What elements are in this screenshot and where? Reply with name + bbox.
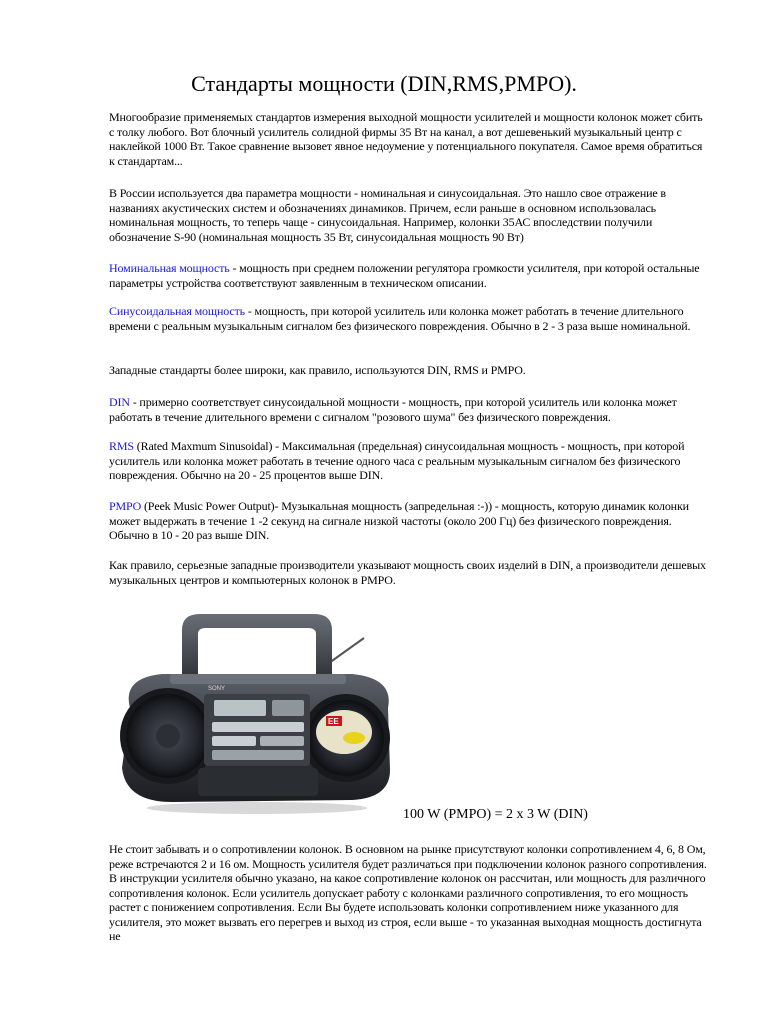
nominal-term: Номинальная мощность [109,261,230,275]
sinus-term: Синусоидальная мощность [109,304,246,318]
sinus-definition: - мощность, при которой усилитель или колонка может работать в течение длительного времени с реальным музыкальным сигналом без физического повреждения. Обычно в 2 - 3 раза выше номинальной. [109,304,691,333]
din-paragraph [109,395,709,424]
rms-term: RMS [109,439,134,453]
producers-paragraph: Как правило, серьезные западные производители указывают мощность своих изделий в DIN, а производители дешевых музыкальных центров и компьютерных колонок в PMPO. [109,558,706,587]
brand-label: SONY [208,686,226,692]
image-caption: 100 W (PMPO) = 2 x 3 W (DIN) [403,807,588,822]
rms-definition: (Rated Maxmum Sinusoidal) - Максимальная (предельная) синусоидальная мощность - мощность, при которой усилитель или колонка может работать в течение одного часа с реальным музыкальным сигналом без физического повреждения. Обычно на 20 - 25 процентов выше DIN. [109,439,685,482]
intro-paragraph: Многообразие применяемых стандартов измерения выходной мощности усилителей и мощности колонок может сбить с толку любого. Вот блочный усилитель солидной фирмы 35 Вт на канал, а вот дешевенький музыкальный центр с наклейкой 1000 Вт. Такое сравнение вызовет явное недоумение у потенциального покупателя. Самое время обратиться к стандартам... [109,110,703,168]
page-title: Стандарты мощности (DIN,RMS,PMPO). [191,71,577,96]
din-definition: - примерно соответствует синусоидальной мощности - мощность, при которой усилитель или колонка может работать в течение длительного времени с сигналом "розового шума" без физического повреждения. [109,395,677,424]
din-term: DIN [109,395,130,409]
boombox-image [112,608,402,820]
resistance-paragraph: Не стоит забывать и о сопротивлении колонок. В основном на рынке присутствуют колонки сопротивлением 4, 6, 8 Ом, реже встречаются 2 и 16 ом. Мощность усилителя будет различаться при подключении колонок разного сопротивления. В инструкции усилителя обычно указано, на какое сопротивление колонок он рассчитан, или мощность для различного сопротивления колонок. Если усилитель допускает работу с колонками различного сопротивления, то его мощность растет с понижением сопротивления. Если Вы будете использовать колонки сопротивлением ниже указанного для усилителя, это может вызвать его перегрев и выход из строя, если выше - то указанная выходная мощность достигнута не [109,842,707,943]
nominal-paragraph [109,261,709,290]
western-paragraph: Западные стандарты более широки, как правило, используются DIN, RMS и PMPO. [109,363,526,377]
sticker-label: EE [328,717,339,726]
russia-paragraph: В России используется два параметра мощности - номинальная и синусоидальная. Это нашло свое отражение в названиях акустических систем и обозначениях динамиков. Причем, если раньше в основном использовалась номинальная мощность, то теперь чаще - синусоидальная. Например, колонки 35АС впоследствии получили обозначение S-90 (номинальная мощность 35 Вт, синусоидальная мощность 90 Вт) [109,186,666,244]
nominal-definition: - мощность при среднем положении регулятора громкости усилителя, при которой остальные параметры устройства соответствуют заявленным в техническом описании. [109,261,700,290]
pmpo-definition: (Peek Music Power Output)- Музыкальная мощность (запредельная :-)) - мощность, которую динамик колонки может выдержать в течение 1 -2 секунд на сигнале низкой частоты (около 200 Гц) без физического повреждения. Обычно в 10 - 20 раз выше DIN. [109,499,689,542]
pmpo-paragraph [109,499,709,543]
pmpo-term: PMPO [109,499,142,513]
sinus-paragraph [109,304,709,333]
rms-paragraph [109,439,709,483]
